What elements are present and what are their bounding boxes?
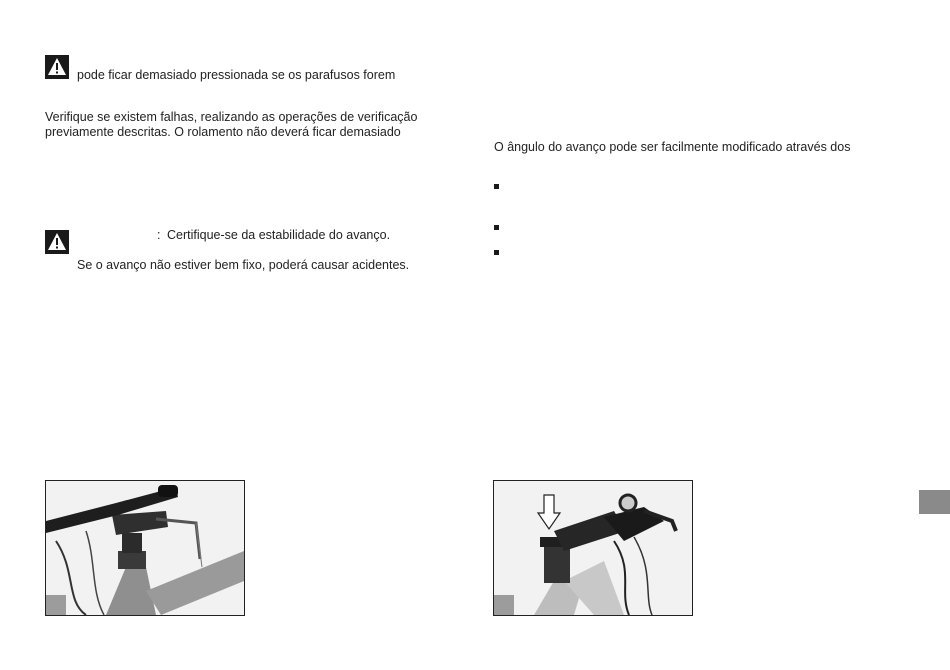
bike-stem-illustration <box>46 481 244 615</box>
figure-stem-angle <box>493 480 693 616</box>
warning-text-1: pode ficar demasiado pressionada se os parafusos forem <box>77 68 396 82</box>
intro-text: O ângulo do avanço pode ser facilmente modificado através dos <box>494 140 851 154</box>
paragraph-line-2: previamente descritas. O rolamento não deverá ficar demasiado <box>45 125 401 139</box>
warning-text-2: Certifique-se da estabilidade do avanço. <box>167 228 391 242</box>
paragraph-line-1: Verifique se existem falhas, realizando as operações de verificação <box>45 110 418 124</box>
warning-triangle-icon <box>45 55 69 79</box>
chapter-thumb-tab <box>919 490 950 514</box>
bike-stem-illustration <box>494 481 692 615</box>
figure-number-tab <box>46 595 66 615</box>
square-bullet-icon <box>494 250 499 255</box>
warning-text-3: Se o avanço não estiver bem fixo, poderá causar acidentes. <box>77 258 410 272</box>
warning-triangle-icon <box>45 230 69 254</box>
warning-separator: : <box>157 228 161 242</box>
square-bullet-icon <box>494 225 499 230</box>
square-bullet-icon <box>494 184 499 189</box>
figure-stem-tighten <box>45 480 245 616</box>
figure-number-tab <box>494 595 514 615</box>
